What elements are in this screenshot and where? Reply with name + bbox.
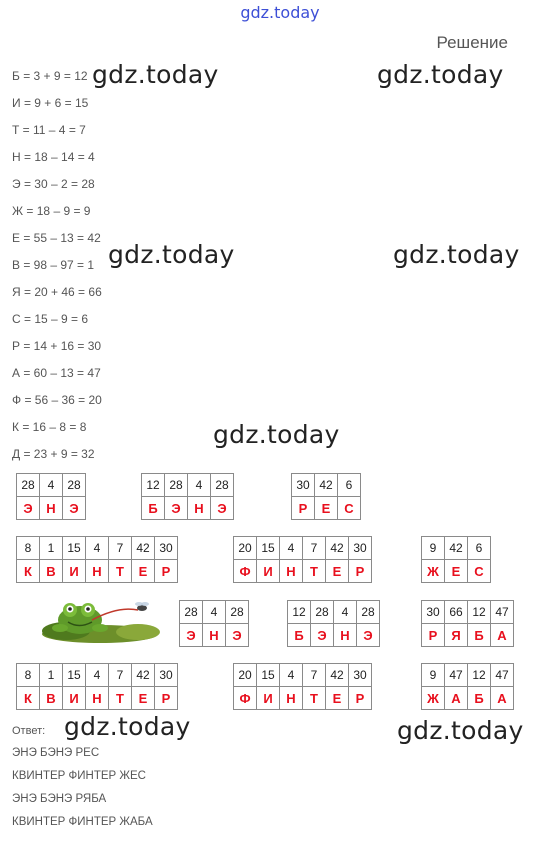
letter-row — [234, 687, 372, 710]
letter-row — [142, 497, 234, 520]
watermark: gdz.today — [213, 420, 340, 449]
number-cell: 8 — [17, 664, 40, 687]
letter-row — [292, 497, 361, 520]
number-cell: 30 — [349, 537, 372, 560]
cipher-table — [16, 663, 178, 710]
letter-row — [422, 624, 514, 647]
equation: Т = 11 – 4 = 7 — [12, 123, 86, 137]
equation: Е = 55 – 13 = 42 — [12, 231, 101, 245]
letter-cell: Р — [422, 624, 445, 647]
letter-cell: А — [445, 687, 468, 710]
letter-row — [17, 687, 178, 710]
letter-row — [234, 560, 372, 583]
number-cell: 20 — [234, 537, 257, 560]
letter-row — [17, 560, 178, 583]
number-cell: 7 — [109, 664, 132, 687]
number-row — [142, 474, 234, 497]
answer-line: КВИНТЕР ФИНТЕР ЖЕС — [12, 770, 146, 782]
number-cell: 28 — [165, 474, 188, 497]
number-cell: 42 — [315, 474, 338, 497]
watermark: gdz.today — [108, 240, 235, 269]
number-cell: 4 — [188, 474, 211, 497]
number-cell: 28 — [226, 601, 249, 624]
number-cell: 42 — [326, 664, 349, 687]
letter-row — [422, 687, 514, 710]
letter-cell: Э — [63, 497, 86, 520]
letter-cell: Б — [142, 497, 165, 520]
number-cell: 15 — [257, 664, 280, 687]
letter-cell: Э — [165, 497, 188, 520]
watermark: gdz.today — [393, 240, 520, 269]
number-cell: 28 — [357, 601, 380, 624]
letter-cell: Э — [311, 624, 334, 647]
number-cell: 30 — [422, 601, 445, 624]
site-header[interactable]: gdz.today — [240, 3, 320, 22]
letter-row — [180, 624, 249, 647]
letter-cell: Ф — [234, 687, 257, 710]
letter-cell: Ж — [422, 560, 445, 583]
number-cell: 30 — [349, 664, 372, 687]
letter-cell: Б — [468, 624, 491, 647]
number-cell: 47 — [491, 601, 514, 624]
equation: А = 60 – 13 = 47 — [12, 366, 101, 380]
cipher-table — [16, 473, 86, 520]
number-row — [234, 537, 372, 560]
cipher-table — [421, 536, 491, 583]
number-row — [180, 601, 249, 624]
answer-line: ЭНЭ БЭНЭ РЕС — [12, 747, 100, 759]
answer-label: Ответ: — [12, 725, 46, 737]
letter-cell: Э — [17, 497, 40, 520]
letter-cell: К — [17, 687, 40, 710]
page-title: Решение — [436, 33, 508, 52]
number-row — [17, 537, 178, 560]
equation: И = 9 + 6 = 15 — [12, 96, 89, 110]
number-row — [17, 664, 178, 687]
answer-line: ЭНЭ БЭНЭ РЯБА — [12, 793, 107, 805]
equation: Я = 20 + 46 = 66 — [12, 285, 102, 299]
number-cell: 4 — [203, 601, 226, 624]
number-cell: 20 — [234, 664, 257, 687]
number-cell: 30 — [155, 537, 178, 560]
number-cell: 42 — [326, 537, 349, 560]
equation: Ж = 18 – 9 = 9 — [12, 204, 91, 218]
cipher-table — [233, 663, 372, 710]
number-cell: 7 — [109, 537, 132, 560]
number-cell: 12 — [468, 601, 491, 624]
number-row — [292, 474, 361, 497]
letter-row — [17, 497, 86, 520]
number-cell: 7 — [303, 664, 326, 687]
letter-cell: Б — [468, 687, 491, 710]
number-cell: 47 — [491, 664, 514, 687]
number-cell: 12 — [288, 601, 311, 624]
letter-cell: В — [40, 687, 63, 710]
number-cell: 66 — [445, 601, 468, 624]
number-cell: 6 — [338, 474, 361, 497]
number-row — [422, 601, 514, 624]
letter-cell: Е — [315, 497, 338, 520]
letter-cell: Р — [155, 560, 178, 583]
letter-cell: Е — [132, 687, 155, 710]
letter-cell: Н — [203, 624, 226, 647]
cipher-table — [291, 473, 361, 520]
equation: Б = 3 + 9 = 12 — [12, 69, 88, 83]
equation: Ф = 56 – 36 = 20 — [12, 393, 102, 407]
number-cell: 7 — [303, 537, 326, 560]
letter-cell: С — [468, 560, 491, 583]
letter-cell: Н — [334, 624, 357, 647]
letter-cell: Я — [445, 624, 468, 647]
letter-cell: Э — [226, 624, 249, 647]
number-cell: 42 — [132, 537, 155, 560]
letter-row — [422, 560, 491, 583]
number-cell: 8 — [17, 537, 40, 560]
number-cell: 28 — [63, 474, 86, 497]
letter-cell: Р — [349, 687, 372, 710]
letter-cell: Н — [280, 560, 303, 583]
watermark: gdz.today — [397, 716, 524, 745]
number-cell: 30 — [292, 474, 315, 497]
letter-cell: Б — [288, 624, 311, 647]
letter-cell: Т — [303, 560, 326, 583]
letter-cell: А — [491, 687, 514, 710]
watermark: gdz.today — [64, 712, 191, 741]
number-cell: 15 — [63, 537, 86, 560]
number-cell: 42 — [132, 664, 155, 687]
number-cell: 12 — [468, 664, 491, 687]
letter-cell: Т — [109, 560, 132, 583]
cipher-table — [179, 600, 249, 647]
watermark: gdz.today — [92, 60, 219, 89]
number-row — [234, 664, 372, 687]
number-cell: 15 — [257, 537, 280, 560]
number-cell: 47 — [445, 664, 468, 687]
letter-cell: Н — [280, 687, 303, 710]
letter-cell: И — [257, 687, 280, 710]
letter-cell: И — [63, 560, 86, 583]
letter-cell: Т — [303, 687, 326, 710]
letter-cell: Ж — [422, 687, 445, 710]
number-cell: 15 — [63, 664, 86, 687]
equation: Р = 14 + 16 = 30 — [12, 339, 102, 353]
cipher-table — [287, 600, 380, 647]
number-cell: 6 — [468, 537, 491, 560]
number-row — [422, 664, 514, 687]
number-row — [17, 474, 86, 497]
letter-cell: К — [17, 560, 40, 583]
letter-row — [288, 624, 380, 647]
letter-cell: А — [491, 624, 514, 647]
letter-cell: Е — [445, 560, 468, 583]
number-cell: 9 — [422, 537, 445, 560]
letter-cell: Т — [109, 687, 132, 710]
letter-cell: Э — [180, 624, 203, 647]
cipher-table — [16, 536, 178, 583]
equation: Э = 30 – 2 = 28 — [12, 177, 95, 191]
number-cell: 28 — [311, 601, 334, 624]
letter-cell: Э — [211, 497, 234, 520]
number-cell: 4 — [280, 537, 303, 560]
letter-cell: Э — [357, 624, 380, 647]
equation: С = 15 – 9 = 6 — [12, 312, 89, 326]
number-cell: 9 — [422, 664, 445, 687]
letter-cell: В — [40, 560, 63, 583]
number-cell: 4 — [86, 537, 109, 560]
letter-cell: С — [338, 497, 361, 520]
cipher-table — [141, 473, 234, 520]
number-cell: 4 — [334, 601, 357, 624]
letter-cell: Р — [292, 497, 315, 520]
letter-cell: Н — [188, 497, 211, 520]
number-cell: 4 — [86, 664, 109, 687]
number-cell: 1 — [40, 664, 63, 687]
number-cell: 28 — [211, 474, 234, 497]
letter-cell: Ф — [234, 560, 257, 583]
letter-cell: Е — [326, 687, 349, 710]
number-cell: 1 — [40, 537, 63, 560]
watermark: gdz.today — [377, 60, 504, 89]
cipher-table — [421, 663, 514, 710]
equation: К = 16 – 8 = 8 — [12, 420, 87, 434]
number-row — [288, 601, 380, 624]
number-row — [422, 537, 491, 560]
number-cell: 28 — [17, 474, 40, 497]
letter-cell: Н — [86, 687, 109, 710]
letter-cell: Р — [349, 560, 372, 583]
number-cell: 28 — [180, 601, 203, 624]
number-cell: 4 — [280, 664, 303, 687]
letter-cell: И — [63, 687, 86, 710]
equation: Н = 18 – 14 = 4 — [12, 150, 95, 164]
cipher-table — [233, 536, 372, 583]
cipher-table — [421, 600, 514, 647]
letter-cell: Р — [155, 687, 178, 710]
number-cell: 4 — [40, 474, 63, 497]
letter-cell: Е — [326, 560, 349, 583]
number-cell: 12 — [142, 474, 165, 497]
frog-illustration — [38, 598, 168, 646]
answer-line: КВИНТЕР ФИНТЕР ЖАБА — [12, 816, 153, 828]
letter-cell: Е — [132, 560, 155, 583]
letter-cell: И — [257, 560, 280, 583]
letter-cell: Н — [86, 560, 109, 583]
equation: Д = 23 + 9 = 32 — [12, 447, 95, 461]
number-cell: 42 — [445, 537, 468, 560]
equation: В = 98 – 97 = 1 — [12, 258, 95, 272]
letter-cell: Н — [40, 497, 63, 520]
number-cell: 30 — [155, 664, 178, 687]
